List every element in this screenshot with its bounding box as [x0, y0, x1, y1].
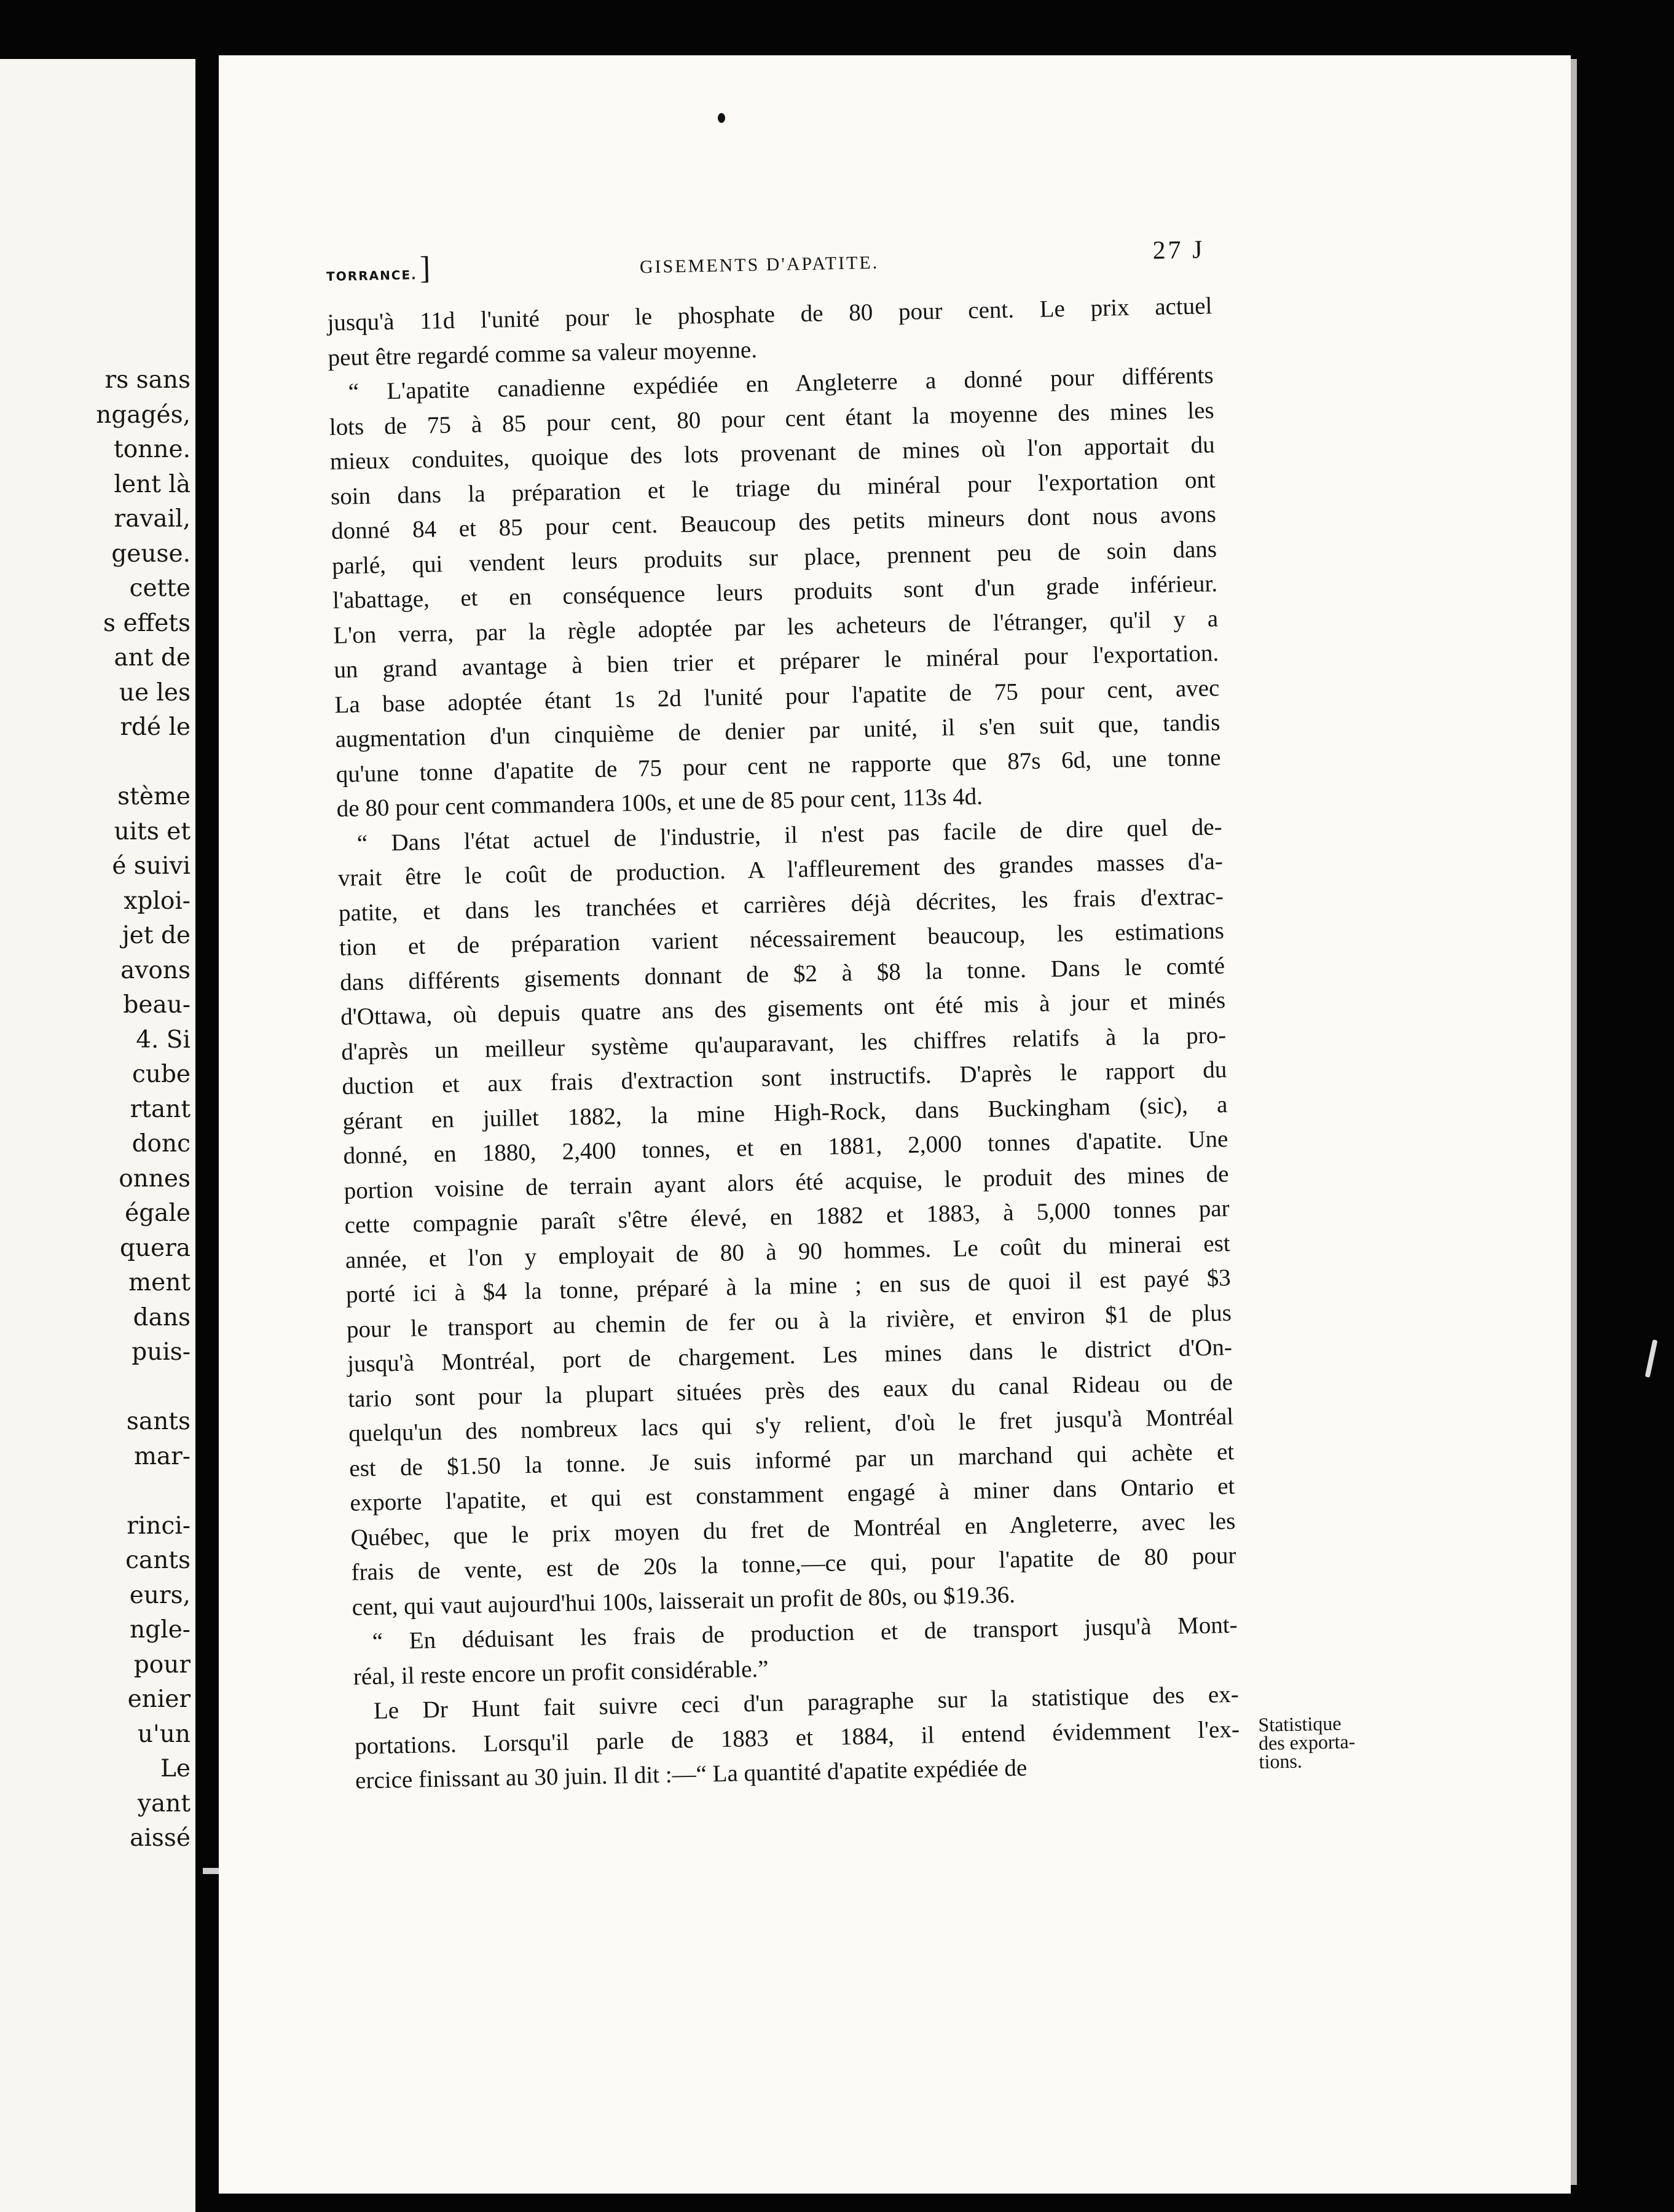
left-page-fragment	[6, 745, 191, 780]
page-number: 27 J	[1152, 235, 1205, 265]
body-line: tario sont pour la plupart situées près des eaux du canal Rideau ou de	[347, 1368, 1233, 1413]
left-page-fragment: uits et	[114, 817, 191, 845]
body-line: augmentation d'un cinquième de denier par unité, il s'en suit que, tandis	[335, 709, 1220, 753]
left-page-fragment: eurs,	[129, 1581, 191, 1609]
margin-note	[1258, 1713, 1382, 1771]
body-line: ercice finissant au 30 juin. Il dit :—“ La quantité d'apatite expédiée de	[355, 1754, 1028, 1794]
body-line: Québec, que le prix moyen du fret de Montréal en Angleterre, avec les	[350, 1507, 1236, 1551]
left-page-fragment: tonne.	[114, 436, 191, 463]
body-line: “ L'apatite canadienne expédiée en Angleterre a donné pour différents	[348, 362, 1214, 406]
body-text	[327, 289, 1240, 1798]
ink-speck	[1645, 1339, 1658, 1378]
left-page-fragment: cants	[125, 1547, 191, 1574]
body-line: dans différents gisements donnant de $2 à $8 la tonne. Dans le comté	[339, 952, 1225, 996]
left-page-fragment: ravail,	[114, 505, 191, 533]
left-page-fragment: onnes	[119, 1164, 191, 1193]
left-page-fragment: donc	[132, 1130, 191, 1158]
left-page-text-fragments	[6, 363, 191, 1856]
left-page-fragment: quera	[119, 1234, 191, 1262]
ink-speck	[718, 113, 725, 123]
margin-note-line: Statistique	[1258, 1712, 1342, 1736]
left-page-fragment: s effets	[103, 609, 191, 637]
body-line: mieux conduites, quoique des lots provenant de mines où l'on apportait du	[329, 431, 1216, 475]
body-line: cent, qui vaut aujourd'hui 100s, laisserait un profit de 80s, ou $19.36.	[352, 1581, 1016, 1621]
left-page-fragment: ngagés,	[96, 401, 191, 429]
body-line: L'on verra, par la règle adoptée par les acheteurs de l'étranger, qu'il y a	[332, 605, 1219, 649]
left-facing-page	[0, 59, 195, 2212]
body-line: cette compagnie paraît s'être élevé, en 1882 et 1883, à 5,000 tonnes par	[344, 1195, 1230, 1239]
body-line: vrait être le coût de production. A l'affleurement des grandes masses d'a-	[337, 848, 1224, 892]
left-page-fragment: jet de	[122, 922, 191, 949]
left-page-fragment: yant	[137, 1789, 191, 1818]
book-gutter	[195, 59, 219, 2212]
left-page-fragment: Le	[160, 1755, 191, 1783]
left-page-fragment: rtant	[130, 1095, 191, 1123]
page-title: GISEMENTS D'APATITE.	[639, 252, 879, 278]
body-line: “ Dans l'état actuel de l'industrie, il n'est pas facile de dire quel de-	[356, 813, 1223, 857]
body-line: tion et de préparation varient nécessairement beaucoup, les estimations	[339, 917, 1225, 961]
body-line: donné 84 et 85 pour cent. Beaucoup des petits mineurs dont nous avons	[331, 501, 1217, 544]
left-page-fragment: sants	[126, 1408, 191, 1435]
body-line: porté ici à $4 la tonne, préparé à la mine ; en sus de quoi il est payé $3	[345, 1265, 1232, 1308]
left-page-fragment: rs sans	[104, 366, 191, 394]
body-line: quelqu'un des nombreux lacs qui s'y relient, d'où le fret jusqu'à Montréal	[348, 1403, 1234, 1447]
body-line: frais de vente, est de 20s la tonne,—ce qui, pour l'apatite de 80 pour	[351, 1542, 1236, 1586]
left-page-fragment: rinci-	[127, 1512, 191, 1540]
body-line: soin dans la préparation et le triage du minéral pour l'exportation ont	[330, 466, 1216, 510]
left-page-fragment: geuse.	[111, 539, 191, 568]
body-line: donné, en 1880, 2,400 tonnes, et en 1881, 2,000 tonnes d'apatite. Une	[343, 1126, 1228, 1169]
body-line: réal, il reste encore un profit considérable.”	[353, 1655, 769, 1690]
left-page-fragment: mar-	[133, 1442, 191, 1470]
left-page-fragment: u'un	[137, 1720, 191, 1748]
left-page-fragment: 4. Si	[136, 1026, 191, 1054]
left-page-fragment: ment	[128, 1269, 191, 1296]
left-page-fragment: é suivi	[112, 852, 191, 880]
body-line: “ En déduisant les frais de production et de transport jusqu'à Mont-	[372, 1611, 1238, 1655]
body-line: exporte l'apatite, et qui est constamment engagé à miner dans Ontario et	[350, 1472, 1235, 1516]
left-page-fragment: ant de	[114, 644, 191, 672]
body-line: duction et aux frais d'extraction sont instructifs. D'après le rapport du	[342, 1056, 1227, 1100]
left-page-fragment: ngle-	[130, 1616, 191, 1644]
body-line: portations. Lorsqu'il parle de 1883 et 1884, il entend évidemment l'ex-	[354, 1716, 1240, 1760]
left-page-fragment: avons	[120, 956, 191, 984]
running-author: TORRANCE.	[326, 267, 417, 284]
left-page-fragment: xploi-	[124, 887, 191, 915]
left-page-fragment: lent là	[114, 470, 191, 498]
body-line: l'abattage, et en conséquence leurs produits sont d'un grade inférieur.	[332, 570, 1218, 614]
left-page-fragment: beau-	[123, 991, 191, 1019]
body-line: jusqu'à 11d l'unité pour le phosphate de 80 pour cent. Le prix actuel	[327, 292, 1212, 336]
left-page-fragment: aissé	[130, 1824, 191, 1852]
left-page-fragment: égale	[125, 1199, 191, 1227]
page-edge-shadow	[1571, 59, 1577, 2185]
left-page-fragment: rdé le	[120, 713, 191, 741]
margin-note-line: des exporta-	[1258, 1730, 1356, 1754]
body-line: est de $1.50 la tonne. Je suis informé par un marchand qui achète et	[348, 1438, 1235, 1482]
left-page-fragment: pour	[133, 1650, 191, 1679]
body-line: La base adoptée étant 1s 2d l'unité pour l'apatite de 75 pour cent, avec	[334, 674, 1220, 718]
left-page-fragment: cette	[129, 575, 191, 602]
body-line: Le Dr Hunt fait suivre ceci d'un paragraphe sur la statistique des ex-	[373, 1681, 1240, 1724]
body-line: d'Ottawa, où depuis quatre ans des gisements ont été mis à jour et minés	[340, 987, 1226, 1030]
left-page-fragment	[6, 1474, 191, 1509]
margin-note-line: tions.	[1259, 1749, 1303, 1773]
page-content	[326, 222, 1240, 1798]
body-line: de 80 pour cent commandera 100s, et une de 85 pour cent, 113s 4d.	[336, 783, 983, 822]
header-bracket: ]	[419, 250, 431, 286]
body-line: jusqu'à Montréal, port de chargement. Les mines dans le district d'On-	[347, 1334, 1233, 1378]
body-line: lots de 75 à 85 pour cent, 80 pour cent étant la moyenne des mines les	[329, 396, 1215, 441]
body-line: un grand avantage à bien trier et préparer le minéral pour l'exportation.	[334, 640, 1219, 683]
body-line: portion voisine de terrain ayant alors été acquise, le produit des mines de	[344, 1160, 1229, 1204]
left-page-fragment	[6, 1370, 191, 1405]
left-page-fragment: cube	[132, 1061, 191, 1088]
left-page-fragment: enier	[127, 1685, 191, 1713]
body-line: parlé, qui vendent leurs produits sur place, prennent peu de soin dans	[331, 535, 1217, 579]
body-line: qu'une tonne d'apatite de 75 pour cent ne rapporte que 87s 6d, une tonne	[336, 743, 1221, 788]
left-page-fragment: dans	[133, 1303, 191, 1332]
body-line: d'après un meilleur système qu'auparavant, les chiffres relatifs à la pro-	[340, 1021, 1227, 1065]
body-line: patite, et dans les tranchées et carrières déjà décrites, les frais d'extrac-	[338, 882, 1224, 927]
body-line: peut être regardé comme sa valeur moyenne.	[328, 336, 758, 371]
left-page-fragment: stème	[117, 783, 191, 810]
left-page-fragment: puis-	[132, 1338, 191, 1366]
body-line: gérant en juillet 1882, la mine High-Rock, dans Buckingham (sic), a	[342, 1091, 1228, 1135]
left-page-fragment: ue les	[119, 678, 191, 707]
body-line: pour le transport au chemin de fer ou à la rivière, et environ $1 de plus	[346, 1299, 1232, 1343]
body-line: année, et l'on y employait de 80 à 90 hommes. Le coût du minerai est	[345, 1230, 1231, 1274]
